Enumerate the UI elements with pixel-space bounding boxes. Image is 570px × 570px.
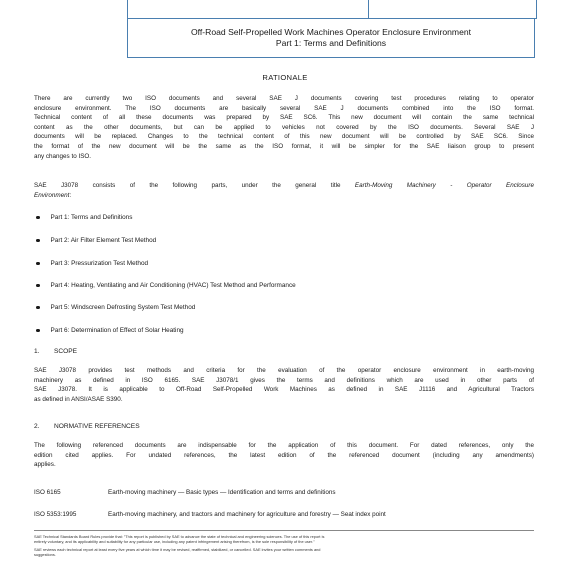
reference-title: Earth-moving machinery, and tractors and machinery for agriculture and forestry — Seat index point [108, 511, 386, 518]
part-label: Part 5: Windscreen Defrosting System Test Method [50, 304, 196, 311]
parts-intro-general-title: Earth-Moving Machinery - Operator Enclosure [354, 182, 534, 189]
scope-line: SAE J3078 provides test methods and criteria for the evaluation of the operator enclosure environment in earth-moving [34, 367, 534, 374]
list-item [34, 326, 184, 335]
footer-line: entirely voluntary, and its applicability and suitability for any particular use, including any patent infringement arising therefrom, is the sole responsibility of the user." [34, 539, 315, 544]
section-title: NORMATIVE REFERENCES [54, 423, 140, 430]
normative-heading [34, 423, 140, 430]
header-divider [368, 0, 369, 18]
footer-line: SAE Technical Standards Board Rules provide that: "This report is published by SAE to advance the state of technical and engineering sciences. The use of this report is [34, 534, 325, 539]
bullet-icon [36, 216, 40, 220]
normative-line: edition cited applies. For undated references, the latest edition of the referenced document (including any amendments) [34, 451, 534, 459]
header-box-top [127, 0, 537, 19]
rationale-line: Technical content of all these documents was prepared by SAE SC6. This new document will contain the same technical [34, 114, 534, 122]
normative-line: The following referenced documents are indispensable for the application of this document. For dated references, only the [34, 442, 534, 449]
list-item [34, 303, 195, 312]
scope-paragraph [34, 366, 534, 404]
section-number: 1. [34, 348, 40, 355]
reference-title: Earth-moving machinery — Basic types — Identification and terms and definitions [108, 489, 336, 496]
rationale-line: the format of the new document will be the same as the ISO format, it will be simpler for the SAE liaison group to present [34, 142, 534, 150]
rationale-heading: RATIONALE [262, 73, 308, 82]
footer-divider [34, 530, 534, 531]
parts-intro-suffix: : [69, 191, 72, 199]
bullet-icon [36, 306, 40, 310]
part-label: Part 3: Pressurization Test Method [50, 260, 149, 267]
normative-line: applies. [34, 461, 56, 469]
section-number: 2. [34, 423, 40, 430]
rationale-line: documents will be replaced. Changes to the technical content of this new document will be controlled by SAE SC6. Since [34, 133, 534, 141]
parts-intro-general-title-cont: Environment [34, 191, 70, 199]
list-item [34, 259, 148, 268]
rationale-line: There are currently two ISO documents and several SAE J documents covering test procedures relating to operator [34, 95, 534, 102]
bullet-icon [36, 239, 40, 243]
part-label: Part 1: Terms and Definitions [50, 214, 133, 221]
bullet-icon [36, 262, 40, 266]
rationale-line: content as the other documents, but can be applied to vehicles not covered by the ISO documents. Several SAE J [34, 123, 534, 131]
reference-code: ISO 5353:1995 [34, 511, 77, 518]
scope-line: SAE J3078. It is applicable to Off-Road Self-Propelled Work Machines as defined in SAE J1116 and Agricultural Tractors [34, 386, 534, 394]
reference-item [34, 489, 336, 496]
parts-intro-line [34, 181, 534, 191]
section-title: SCOPE [54, 348, 78, 355]
part-label: Part 4: Heating, Ventilating and Air Conditioning (HVAC) Test Method and Performance [50, 282, 296, 289]
parts-intro [34, 181, 534, 200]
document-title-box [127, 18, 535, 58]
document-title: Off-Road Self-Propelled Work Machines Operator Enclosure Environment [190, 27, 472, 37]
rationale-line: enclosure environment. The ISO documents are basically several SAE J documents combined into the ISO format. [34, 104, 534, 112]
bullet-icon [36, 284, 40, 288]
scope-heading [34, 348, 77, 355]
list-item [34, 281, 296, 290]
part-label: Part 2: Air Filter Element Test Method [50, 237, 157, 244]
list-item [34, 236, 156, 245]
normative-paragraph [34, 441, 534, 470]
footer-line: SAE reviews each technical report at least every five years at which time it may be revised, reaffirmed, stabilized, or cancelled. SAE invites your written comments and [34, 547, 321, 552]
rationale-paragraph [34, 94, 534, 161]
rationale-line: any changes to ISO. [34, 152, 92, 160]
scope-line: machinery as defined in ISO 6165. SAE J3078/1 gives the terms and definitions which are used in other parts of [34, 376, 534, 384]
footer-line: suggestions. [34, 552, 56, 557]
reference-code: ISO 6165 [34, 489, 61, 496]
document-subtitle: Part 1: Terms and Definitions [275, 38, 387, 48]
bullet-icon [36, 329, 40, 333]
reference-item [34, 511, 386, 518]
parts-intro-line [34, 191, 534, 201]
list-item [34, 213, 132, 222]
parts-intro-prefix: SAE J3078 consists of the following parts, under the general title [34, 182, 355, 189]
part-label: Part 6: Determination of Effect of Solar Heating [50, 327, 184, 334]
scope-line: as defined in ANSI/ASAE S390. [34, 395, 123, 403]
